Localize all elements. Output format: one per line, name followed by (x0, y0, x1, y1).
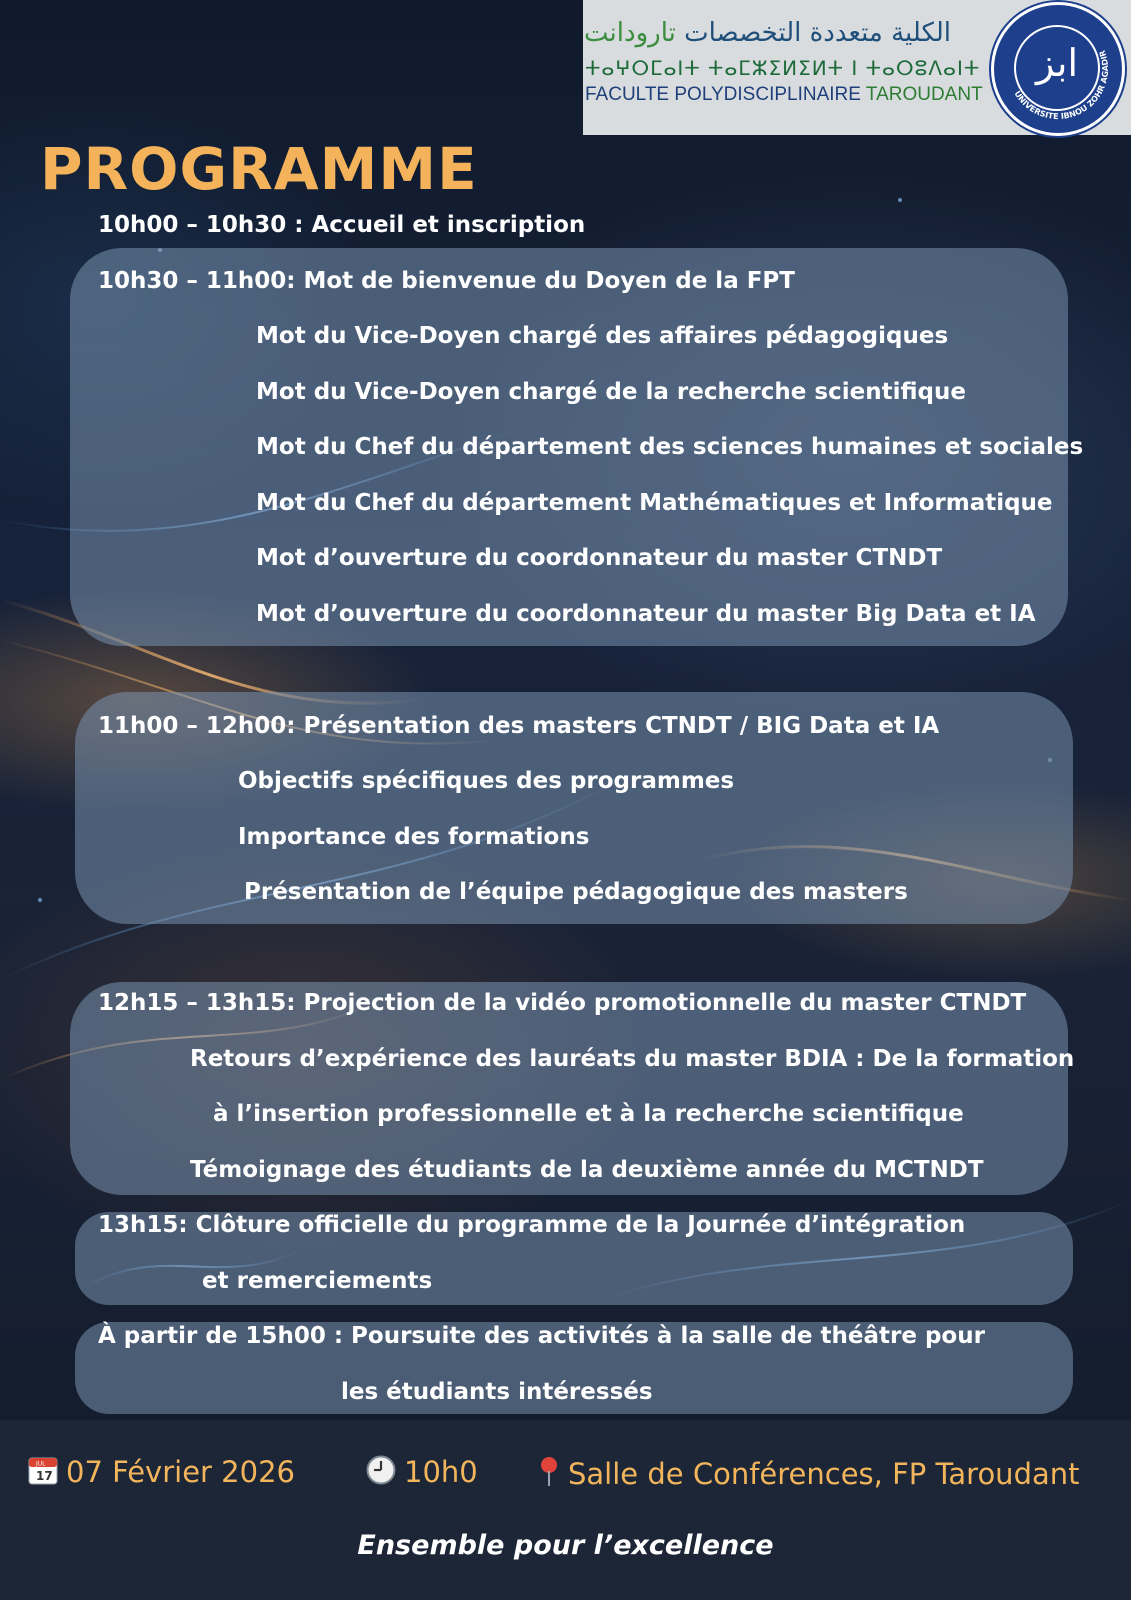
program-line: Importance des formations (238, 824, 590, 850)
event-date-text: 07 Février 2026 (66, 1455, 295, 1489)
faculty-name-arabic-part1: الكلية متعددة التخصصات (684, 18, 951, 48)
clock-icon (366, 1455, 396, 1492)
seal-emblem-icon: ابز (1035, 41, 1079, 85)
program-line: Témoignage des étudiants de la deuxième année du MCTNDT (190, 1157, 984, 1183)
footer-bar (0, 1420, 1131, 1600)
program-line: Objectifs spécifiques des programmes (238, 768, 735, 794)
program-block-theatre-heading: À partir de 15h00 : Poursuite des activités à la salle de théâtre pour (98, 1323, 985, 1349)
program-line: Présentation de l’équipe pédagogique des masters (244, 879, 908, 905)
event-time-text: 10h0 (404, 1455, 478, 1489)
program-block-video-heading: 12h15 – 13h15: Projection de la vidéo promotionnelle du master CTNDT (98, 990, 1027, 1016)
program-block-opening-heading: 10h30 – 11h00: Mot de bienvenue du Doyen de la FPT (98, 268, 795, 294)
faculty-name-arabic-part2: تارودانت (584, 18, 676, 48)
program-line: Mot d’ouverture du coordonnateur du master Big Data et IA (256, 601, 1036, 627)
program-line: Mot du Vice-Doyen chargé des affaires pédagogiques (256, 323, 949, 349)
page-title: PROGRAMME (40, 135, 478, 203)
program-block-closing-heading: 13h15: Clôture officielle du programme de la Journée d’intégration (98, 1212, 966, 1238)
program-line: Retours d’expérience des lauréats du master BDIA : De la formation (190, 1046, 1075, 1072)
program-line: les étudiants intéressés (341, 1379, 653, 1405)
program-line: et remerciements (202, 1268, 433, 1294)
program-line: à l’insertion professionnelle et à la recherche scientifique (213, 1101, 964, 1127)
event-location (538, 1455, 1080, 1494)
program-block-masters-heading: 11h00 – 12h00: Présentation des masters CTNDT / BIG Data et IA (98, 713, 940, 739)
faculty-logo-banner (583, 0, 1131, 135)
program-line: Mot du Chef du département des sciences humaines et sociales (256, 434, 1084, 460)
event-location-text: Salle de Conférences, FP Taroudant (568, 1457, 1080, 1491)
program-line: Mot du Vice-Doyen chargé de la recherche scientifique (256, 379, 966, 405)
svg-text:17: 17 (36, 1469, 53, 1483)
calendar-icon (28, 1455, 58, 1492)
faculty-name-french-part2: TAROUDANT (865, 84, 983, 105)
event-time (366, 1455, 478, 1492)
faculty-name-french-part1: FACULTE POLYDISCIPLINAIRE (585, 84, 861, 105)
program-line: Mot du Chef du département Mathématiques et Informatique (256, 490, 1053, 516)
program-item-welcome: 10h00 – 10h30 : Accueil et inscription (98, 212, 586, 238)
location-pin-icon (538, 1455, 560, 1494)
university-seal-logo (991, 2, 1125, 136)
tagline: Ensemble pour l’excellence (357, 1530, 774, 1561)
faculty-name-arabic (584, 18, 951, 48)
faculty-name-french (585, 84, 983, 106)
program-line: Mot d’ouverture du coordonnateur du master CTNDT (256, 545, 943, 571)
faculty-name-tifinagh: ⵜⴰⵖⵔⵎⴰⵏⵜ ⵜⴰⵎⵣⵉⵍⵉⵍⵜ ⵏ ⵜⴰⵔⵓⴷⴰⵏⵜ (585, 56, 981, 80)
seal-inner-ring (1014, 25, 1100, 111)
event-date (28, 1455, 295, 1492)
svg-text:UNIVERSITE IBNOU ZOHR AGADIR: UNIVERSITE IBNOU ZOHR AGADIR (1012, 49, 1111, 122)
svg-text:JUL: JUL (36, 1460, 46, 1468)
